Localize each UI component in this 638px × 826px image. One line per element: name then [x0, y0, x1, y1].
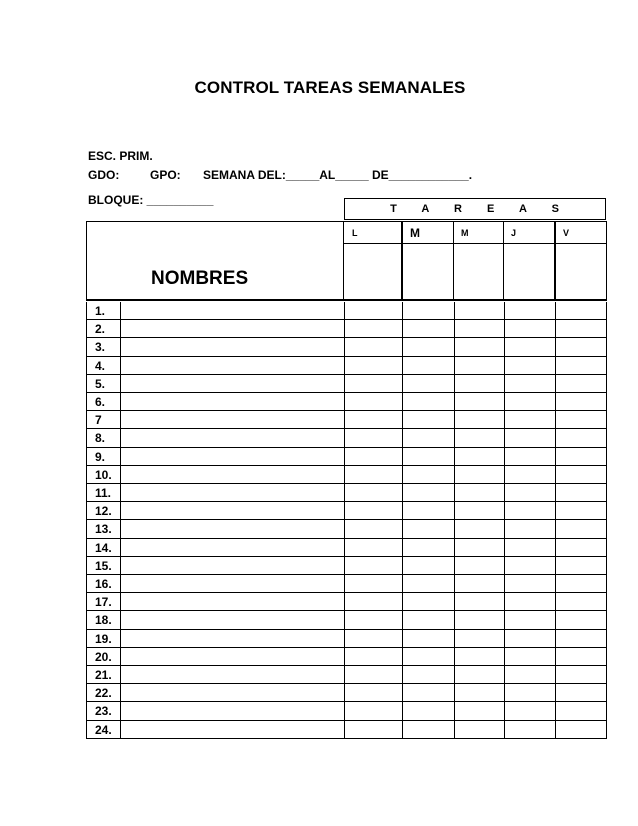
row-number: 19. — [95, 631, 112, 646]
task-cell-divider — [402, 557, 403, 575]
row-number: 13. — [95, 522, 112, 537]
task-cell-divider — [555, 539, 556, 557]
table-row — [86, 593, 607, 611]
task-cell-divider — [555, 630, 556, 648]
task-cell-divider — [504, 630, 505, 648]
row-number: 10. — [95, 467, 112, 482]
row-number: 6. — [95, 395, 106, 409]
task-cell-divider — [344, 338, 345, 356]
task-cell-divider — [402, 375, 403, 393]
task-cell-divider — [344, 302, 345, 320]
task-cell-divider — [344, 702, 345, 720]
name-cell-divider — [120, 320, 121, 338]
task-cell-divider — [504, 666, 505, 684]
table-row — [86, 320, 607, 338]
task-cell-divider — [555, 484, 556, 502]
table-row — [86, 393, 607, 411]
task-cell-divider — [454, 630, 455, 648]
header-divider — [343, 222, 344, 300]
grade-label: GDO: — [88, 168, 120, 182]
task-cell-divider — [555, 393, 556, 411]
row-number: 3. — [95, 340, 106, 355]
row-number: 12. — [95, 504, 112, 519]
task-cell-divider — [555, 320, 556, 338]
task-cell-divider — [504, 375, 505, 393]
task-cell-divider — [504, 466, 505, 484]
task-cell-divider — [454, 484, 455, 502]
table-row — [86, 375, 607, 393]
task-cell-divider — [402, 630, 403, 648]
task-cell-divider — [555, 411, 556, 429]
row-number: 24. — [95, 722, 112, 737]
task-cell-divider — [454, 357, 455, 375]
table-row — [86, 666, 607, 684]
task-cell-divider — [402, 611, 403, 629]
table-row — [86, 702, 607, 720]
task-cell-divider — [402, 429, 403, 447]
task-cell-divider — [344, 411, 345, 429]
day-label-friday: V — [563, 228, 570, 238]
table-row — [86, 611, 607, 629]
school-label: ESC. PRIM. — [88, 149, 153, 163]
name-cell-divider — [120, 375, 121, 393]
names-header: NOMBRES — [151, 268, 249, 289]
header-divider — [554, 222, 556, 300]
task-cell-divider — [454, 448, 455, 466]
task-cell-divider — [402, 302, 403, 320]
task-cell-divider — [454, 721, 455, 739]
task-cell-divider — [402, 721, 403, 739]
table-row — [86, 338, 607, 356]
name-cell-divider — [120, 411, 121, 429]
task-cell-divider — [555, 338, 556, 356]
table-row — [86, 575, 607, 593]
name-cell-divider — [120, 684, 121, 702]
day-label-monday: L — [352, 228, 358, 238]
name-cell-divider — [120, 593, 121, 611]
task-cell-divider — [454, 539, 455, 557]
task-cell-divider — [454, 411, 455, 429]
task-cell-divider — [555, 666, 556, 684]
name-cell-divider — [120, 702, 121, 720]
name-cell-divider — [120, 466, 121, 484]
task-cell-divider — [454, 593, 455, 611]
task-cell-divider — [344, 557, 345, 575]
block-label: BLOQUE: __________ — [88, 193, 214, 207]
name-cell-divider — [120, 484, 121, 502]
task-cell-divider — [555, 557, 556, 575]
name-cell-divider — [120, 520, 121, 538]
task-cell-divider — [402, 593, 403, 611]
header-divider — [453, 222, 454, 300]
week-label: SEMANA DEL:_____AL_____ DE____________. — [203, 168, 473, 182]
task-cell-divider — [504, 393, 505, 411]
task-cell-divider — [454, 393, 455, 411]
task-cell-divider — [555, 520, 556, 538]
row-number: 18. — [95, 613, 112, 628]
task-cell-divider — [344, 375, 345, 393]
header-divider — [401, 222, 403, 300]
row-number: 11. — [95, 486, 112, 500]
task-cell-divider — [402, 448, 403, 466]
task-cell-divider — [402, 520, 403, 538]
task-cell-divider — [504, 721, 505, 739]
table-row — [86, 357, 607, 375]
row-number: 15. — [95, 558, 112, 573]
name-cell-divider — [120, 648, 121, 666]
task-cell-divider — [555, 593, 556, 611]
task-cell-divider — [344, 539, 345, 557]
task-cell-divider — [344, 466, 345, 484]
task-cell-divider — [344, 593, 345, 611]
task-cell-divider — [402, 466, 403, 484]
task-cell-divider — [454, 338, 455, 356]
task-cell-divider — [555, 721, 556, 739]
task-cell-divider — [555, 502, 556, 520]
task-cell-divider — [454, 666, 455, 684]
task-cell-divider — [555, 611, 556, 629]
table-row — [86, 557, 607, 575]
task-cell-divider — [555, 648, 556, 666]
row-number: 21. — [95, 668, 112, 682]
row-number: 1. — [95, 304, 106, 318]
table-row — [86, 539, 607, 557]
row-number: 5. — [95, 376, 106, 391]
task-cell-divider — [504, 702, 505, 720]
task-cell-divider — [402, 702, 403, 720]
task-cell-divider — [504, 575, 505, 593]
name-cell-divider — [120, 721, 121, 739]
task-cell-divider — [344, 648, 345, 666]
task-cell-divider — [344, 666, 345, 684]
task-cell-divider — [402, 502, 403, 520]
task-cell-divider — [555, 575, 556, 593]
task-cell-divider — [402, 684, 403, 702]
table-row — [86, 684, 607, 702]
task-cell-divider — [454, 502, 455, 520]
task-cell-divider — [504, 611, 505, 629]
task-cell-divider — [402, 411, 403, 429]
task-cell-divider — [504, 448, 505, 466]
day-label-tuesday: M — [410, 226, 420, 240]
task-cell-divider — [504, 593, 505, 611]
task-cell-divider — [344, 684, 345, 702]
task-cell-divider — [555, 429, 556, 447]
task-cell-divider — [454, 320, 455, 338]
task-cell-divider — [344, 320, 345, 338]
task-cell-divider — [504, 338, 505, 356]
table-row — [86, 502, 607, 520]
task-cell-divider — [504, 484, 505, 502]
header-divider — [503, 222, 504, 300]
name-cell-divider — [120, 302, 121, 320]
task-cell-divider — [402, 484, 403, 502]
name-cell-divider — [120, 611, 121, 629]
name-cell-divider — [120, 357, 121, 375]
row-number: 22. — [95, 686, 112, 701]
task-cell-divider — [454, 575, 455, 593]
day-label-thursday: J — [511, 228, 517, 238]
task-cell-divider — [555, 302, 556, 320]
task-cell-divider — [454, 466, 455, 484]
table-row — [86, 411, 607, 429]
task-cell-divider — [555, 375, 556, 393]
task-cell-divider — [402, 320, 403, 338]
row-number: 8. — [95, 431, 106, 446]
table-row — [86, 448, 607, 466]
task-cell-divider — [402, 338, 403, 356]
task-cell-divider — [504, 502, 505, 520]
task-cell-divider — [402, 575, 403, 593]
task-cell-divider — [454, 611, 455, 629]
row-number: 17. — [95, 595, 112, 610]
task-cell-divider — [454, 520, 455, 538]
name-cell-divider — [120, 429, 121, 447]
day-label-wednesday: M — [461, 228, 469, 238]
task-cell-divider — [504, 648, 505, 666]
name-cell-divider — [120, 575, 121, 593]
task-cell-divider — [402, 648, 403, 666]
name-cell-divider — [120, 630, 121, 648]
task-cell-divider — [454, 648, 455, 666]
task-cell-divider — [344, 575, 345, 593]
name-cell-divider — [120, 557, 121, 575]
name-cell-divider — [120, 502, 121, 520]
table-row — [86, 484, 607, 502]
task-cell-divider — [504, 302, 505, 320]
name-cell-divider — [120, 448, 121, 466]
task-cell-divider — [344, 448, 345, 466]
task-cell-divider — [344, 721, 345, 739]
task-cell-divider — [555, 466, 556, 484]
task-cell-divider — [344, 357, 345, 375]
row-number: 16. — [95, 577, 112, 591]
task-cell-divider — [504, 539, 505, 557]
task-cell-divider — [344, 520, 345, 538]
row-number: 9. — [95, 449, 106, 464]
table-row — [86, 630, 607, 648]
task-cell-divider — [504, 557, 505, 575]
task-cell-divider — [344, 393, 345, 411]
task-cell-divider — [454, 375, 455, 393]
table-row — [86, 466, 607, 484]
task-cell-divider — [504, 684, 505, 702]
task-cell-divider — [454, 302, 455, 320]
row-number: 14. — [95, 540, 112, 555]
name-cell-divider — [120, 539, 121, 557]
task-cell-divider — [344, 630, 345, 648]
task-cell-divider — [555, 684, 556, 702]
row-number: 2. — [95, 322, 106, 337]
tasks-header: T A R E A S — [344, 198, 606, 220]
table-row — [86, 721, 607, 739]
task-cell-divider — [402, 666, 403, 684]
task-cell-divider — [454, 702, 455, 720]
name-cell-divider — [120, 338, 121, 356]
name-cell-divider — [120, 666, 121, 684]
name-cell-divider — [120, 393, 121, 411]
task-cell-divider — [454, 557, 455, 575]
task-cell-divider — [504, 520, 505, 538]
task-cell-divider — [504, 320, 505, 338]
page-title: CONTROL TAREAS SEMANALES — [194, 78, 466, 97]
task-cell-divider — [344, 429, 345, 447]
task-cell-divider — [504, 357, 505, 375]
task-cell-divider — [504, 429, 505, 447]
row-number: 7 — [95, 413, 102, 428]
task-cell-divider — [402, 539, 403, 557]
task-cell-divider — [402, 357, 403, 375]
task-cell-divider — [454, 429, 455, 447]
table-row — [86, 429, 607, 447]
task-cell-divider — [344, 502, 345, 520]
row-number: 20. — [95, 649, 112, 664]
task-cell-divider — [344, 484, 345, 502]
task-cell-divider — [454, 684, 455, 702]
task-cell-divider — [402, 393, 403, 411]
table-row — [86, 302, 607, 320]
days-row — [344, 222, 607, 244]
row-number: 23. — [95, 704, 112, 719]
task-cell-divider — [504, 411, 505, 429]
task-cell-divider — [555, 357, 556, 375]
group-label: GPO: — [150, 168, 181, 182]
table-row — [86, 648, 607, 666]
task-cell-divider — [555, 702, 556, 720]
table-header — [86, 221, 607, 301]
task-cell-divider — [344, 611, 345, 629]
table-row — [86, 520, 607, 538]
task-cell-divider — [555, 448, 556, 466]
row-number: 4. — [95, 358, 106, 373]
